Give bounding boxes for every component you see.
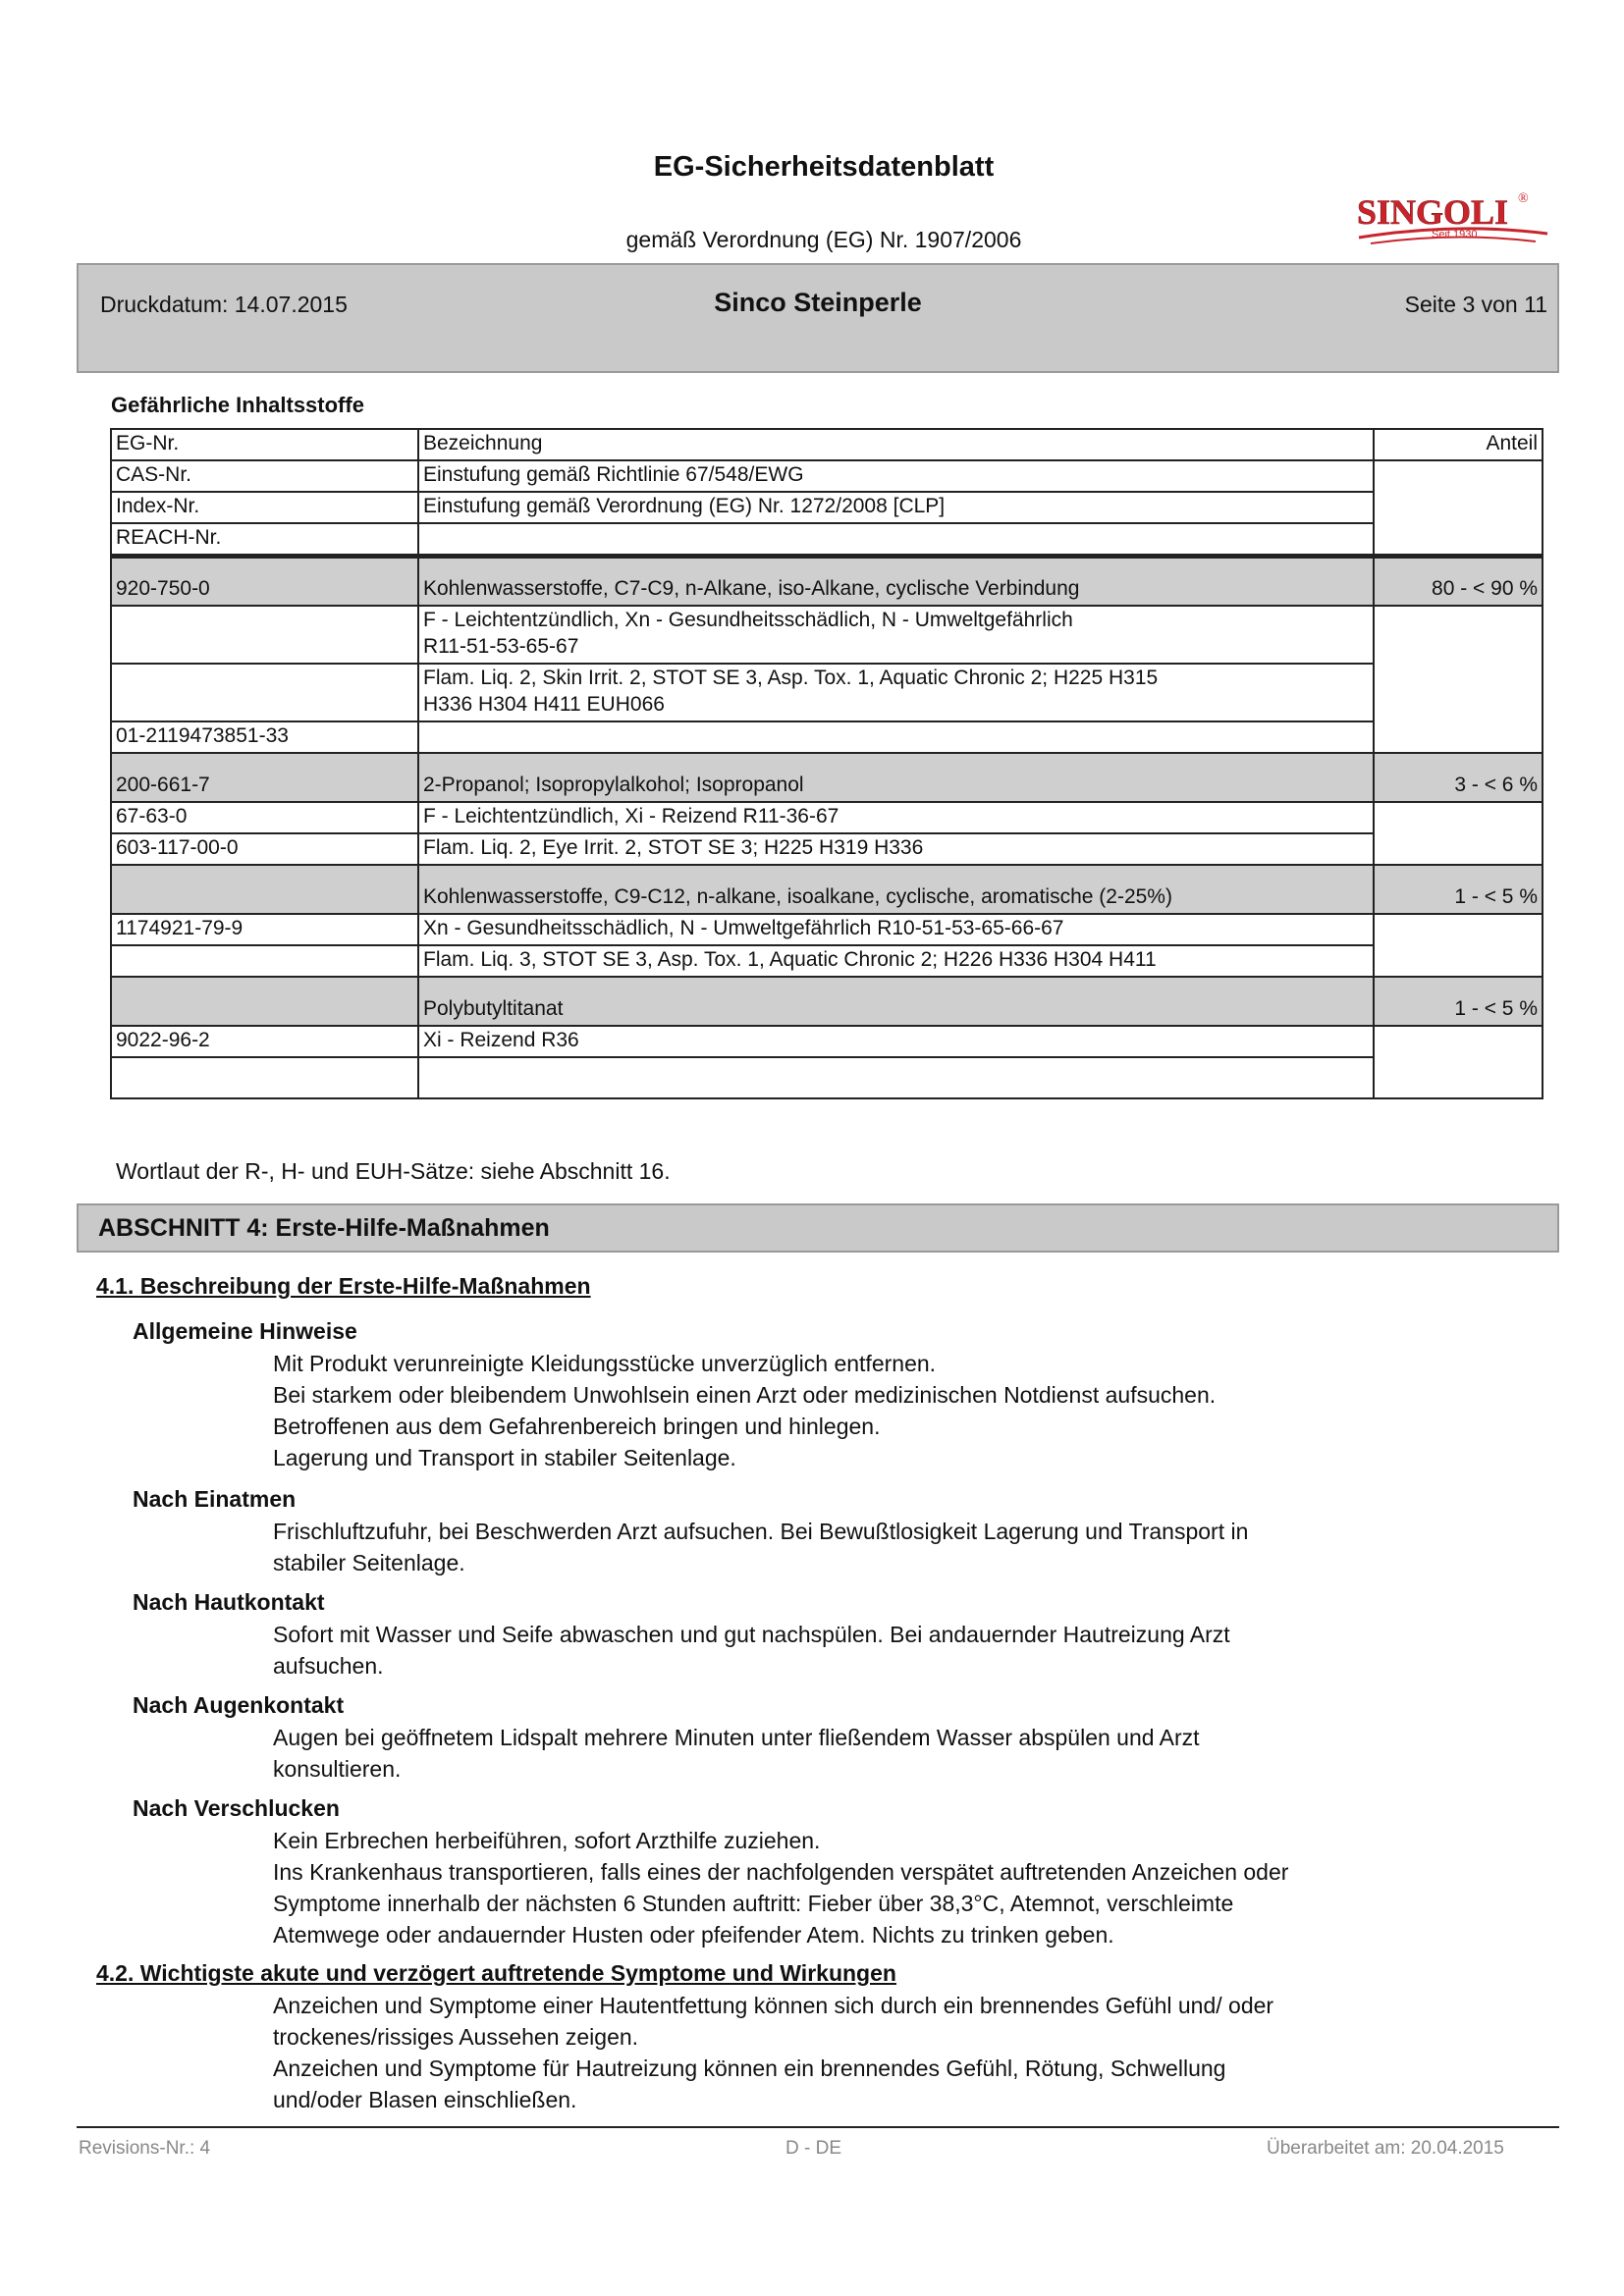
substance-share-empty (1374, 1026, 1543, 1098)
substance-row (111, 753, 1543, 802)
table-header-row (111, 492, 1543, 523)
substance-classification: Flam. Liq. 2, Eye Irrit. 2, STOT SE 3; H225 H319 H336 (418, 833, 1374, 865)
substance-classification: F - Leichtentzündlich, Xi - Reizend R11-36-67 (418, 802, 1374, 833)
header-cell-id: CAS-Nr. (111, 460, 418, 492)
substance-identifier (111, 1057, 418, 1098)
singoli-logo (1353, 187, 1557, 265)
substance-identifier (111, 606, 418, 664)
substance-detail-row (111, 1026, 1543, 1057)
skin-contact-text (273, 1619, 1402, 1682)
eye-contact-text (273, 1722, 1402, 1785)
phrases-note: Wortlaut der R-, H- und EUH-Sätze: siehe Abschnitt 16. (116, 1158, 671, 1184)
substance-classification: Xn - Gesundheitsschädlich, N - Umweltgefährlich R10-51-53-65-66-67 (418, 914, 1374, 945)
text-line: Kein Erbrechen herbeiführen, sofort Arzthilfe zuziehen. (273, 1828, 821, 1853)
text-line: und/oder Blasen einschließen. (273, 2087, 577, 2112)
document-subtitle: gemäß Verordnung (EG) Nr. 1907/2006 (625, 227, 1022, 252)
subsection-4-2-title: 4.2. Wichtigste akute und verzögert auftretende Symptome und Wirkungen (96, 1960, 896, 1986)
header-cell-share-empty (1374, 460, 1543, 557)
substance-share: 3 - < 6 % (1374, 753, 1543, 802)
ingestion-title: Nach Verschlucken (133, 1795, 340, 1821)
text-line: Anzeichen und Symptome einer Hautentfettung können sich durch ein brennendes Gefühl und/ oder (273, 1993, 1274, 2018)
substance-row (111, 977, 1543, 1026)
substance-detail-row (111, 606, 1543, 664)
substance-classification: Xi - Reizend R36 (418, 1026, 1374, 1057)
header-cell-description: Einstufung gemäß Richtlinie 67/548/EWG (418, 460, 1374, 492)
substance-detail-row (111, 1057, 1543, 1098)
ingredients-table (110, 428, 1543, 1099)
table-header-row (111, 429, 1543, 460)
substance-classification (418, 721, 1374, 753)
text-line: konsultieren. (273, 1756, 402, 1782)
header-cell-share: Anteil (1374, 429, 1543, 460)
ec-number (111, 865, 418, 914)
general-advice-text (273, 1348, 1402, 1473)
header-cell-description: Einstufung gemäß Verordnung (EG) Nr. 1272/2008 [CLP] (418, 492, 1374, 523)
subsection-4-1-title: 4.1. Beschreibung der Erste-Hilfe-Maßnahmen (96, 1273, 591, 1299)
substance-detail-row (111, 721, 1543, 753)
substance-identifier: 603-117-00-0 (111, 833, 418, 865)
substance-detail-row (111, 802, 1543, 833)
text-line: Symptome innerhalb der nächsten 6 Stunden auftritt: Fieber über 38,3°C, Atemnot, verschleimte (273, 1891, 1234, 1916)
substance-share-empty (1374, 914, 1543, 977)
text-line: Ins Krankenhaus transportieren, falls eines der nachfolgenden verspätet auftretenden Anzeichen oder (273, 1859, 1289, 1885)
ingestion-text (273, 1825, 1402, 1950)
symptoms-text (273, 1990, 1402, 2115)
substance-identifier: 67-63-0 (111, 802, 418, 833)
substance-classification: Flam. Liq. 3, STOT SE 3, Asp. Tox. 1, Aquatic Chronic 2; H226 H336 H304 H411 (418, 945, 1374, 977)
ec-number (111, 977, 418, 1026)
substance-detail-row (111, 833, 1543, 865)
text-line: Mit Produkt verunreinigte Kleidungsstücke unverzüglich entfernen. (273, 1351, 937, 1376)
section-4-title: ABSCHNITT 4: Erste-Hilfe-Maßnahmen (98, 1214, 550, 1242)
footer-divider (77, 2126, 1559, 2128)
ec-number: 920-750-0 (111, 557, 418, 606)
page-number: Seite 3 von 11 (1404, 292, 1547, 317)
substance-share-empty (1374, 802, 1543, 865)
eye-contact-title: Nach Augenkontakt (133, 1692, 345, 1718)
substance-row (111, 557, 1543, 606)
product-name: Sinco Steinperle (714, 288, 922, 317)
substance-identifier (111, 664, 418, 721)
substance-share-empty (1374, 606, 1543, 753)
header-cell-description (418, 523, 1374, 557)
substance-detail-row (111, 945, 1543, 977)
text-line: trockenes/rissiges Aussehen zeigen. (273, 2024, 639, 2050)
text-line: Betroffenen aus dem Gefahrenbereich bringen und hinlegen. (273, 1414, 881, 1439)
text-line: Atemwege oder andauernder Husten oder pfeifender Atem. Nichts zu trinken geben. (273, 1922, 1114, 1948)
text-line: Anzeichen und Symptome für Hautreizung können ein brennendes Gefühl, Rötung, Schwellung (273, 2056, 1226, 2081)
substance-classification: F - Leichtentzündlich, Xn - Gesundheitsschädlich, N - Umweltgefährlich R11-51-53-65-67 (418, 606, 1374, 664)
header-cell-id: REACH-Nr. (111, 523, 418, 557)
substance-detail-row (111, 914, 1543, 945)
substance-row (111, 865, 1543, 914)
substance-name: Polybutyltitanat (418, 977, 1374, 1026)
document-header-bar (77, 263, 1559, 373)
substance-classification (418, 1057, 1374, 1098)
inhalation-title: Nach Einatmen (133, 1486, 297, 1512)
svg-text:SINGOLI: SINGOLI (1357, 192, 1509, 232)
header-cell-id: EG-Nr. (111, 429, 418, 460)
header-cell-id: Index-Nr. (111, 492, 418, 523)
inhalation-text (273, 1516, 1402, 1578)
section-4-bar (77, 1203, 1559, 1253)
ec-number: 200-661-7 (111, 753, 418, 802)
substance-name: Kohlenwasserstoffe, C7-C9, n-Alkane, iso-Alkane, cyclische Verbindung (418, 557, 1374, 606)
svg-text:Seit 1930: Seit 1930 (1432, 229, 1478, 240)
text-line: Augen bei geöffnetem Lidspalt mehrere Minuten unter fließendem Wasser abspülen und Arzt (273, 1725, 1200, 1750)
ingredients-title: Gefährliche Inhaltsstoffe (111, 393, 364, 417)
text-line: Sofort mit Wasser und Seife abwaschen und gut nachspülen. Bei andauernder Hautreizung Arzt (273, 1622, 1230, 1647)
skin-contact-title: Nach Hautkontakt (133, 1589, 325, 1615)
revised-date: Überarbeitet am: 20.04.2015 (1267, 2138, 1504, 2159)
substance-classification: Flam. Liq. 2, Skin Irrit. 2, STOT SE 3, Asp. Tox. 1, Aquatic Chronic 2; H225 H315 H336 H304 H411 EUH066 (418, 664, 1374, 721)
header-cell-description: Bezeichnung (418, 429, 1374, 460)
substance-identifier (111, 945, 418, 977)
text-line: Frischluftzufuhr, bei Beschwerden Arzt aufsuchen. Bei Bewußtlosigkeit Lagerung und Transport in (273, 1519, 1249, 1544)
substance-share: 1 - < 5 % (1374, 977, 1543, 1026)
language-code: D - DE (785, 2138, 841, 2159)
substance-identifier: 1174921-79-9 (111, 914, 418, 945)
substance-share: 80 - < 90 % (1374, 557, 1543, 606)
general-advice-title: Allgemeine Hinweise (133, 1318, 357, 1344)
table-header-row (111, 460, 1543, 492)
substance-name: 2-Propanol; Isopropylalkohol; Isopropanol (418, 753, 1374, 802)
text-line: aufsuchen. (273, 1653, 384, 1679)
substance-name: Kohlenwasserstoffe, C9-C12, n-alkane, isoalkane, cyclische, aromatische (2-25%) (418, 865, 1374, 914)
text-line: Lagerung und Transport in stabiler Seitenlage. (273, 1445, 736, 1470)
substance-identifier: 9022-96-2 (111, 1026, 418, 1057)
text-line: stabiler Seitenlage. (273, 1550, 465, 1575)
substance-share: 1 - < 5 % (1374, 865, 1543, 914)
svg-text:®: ® (1518, 191, 1529, 206)
document-title: EG-Sicherheitsdatenblatt (653, 151, 995, 183)
print-date: Druckdatum: 14.07.2015 (100, 292, 348, 317)
text-line: Bei starkem oder bleibendem Unwohlsein einen Arzt oder medizinischen Notdienst aufsuchen. (273, 1382, 1217, 1408)
substance-detail-row (111, 664, 1543, 721)
substance-identifier: 01-2119473851-33 (111, 721, 418, 753)
table-header-row (111, 523, 1543, 557)
revision-number: Revisions-Nr.: 4 (79, 2138, 211, 2159)
